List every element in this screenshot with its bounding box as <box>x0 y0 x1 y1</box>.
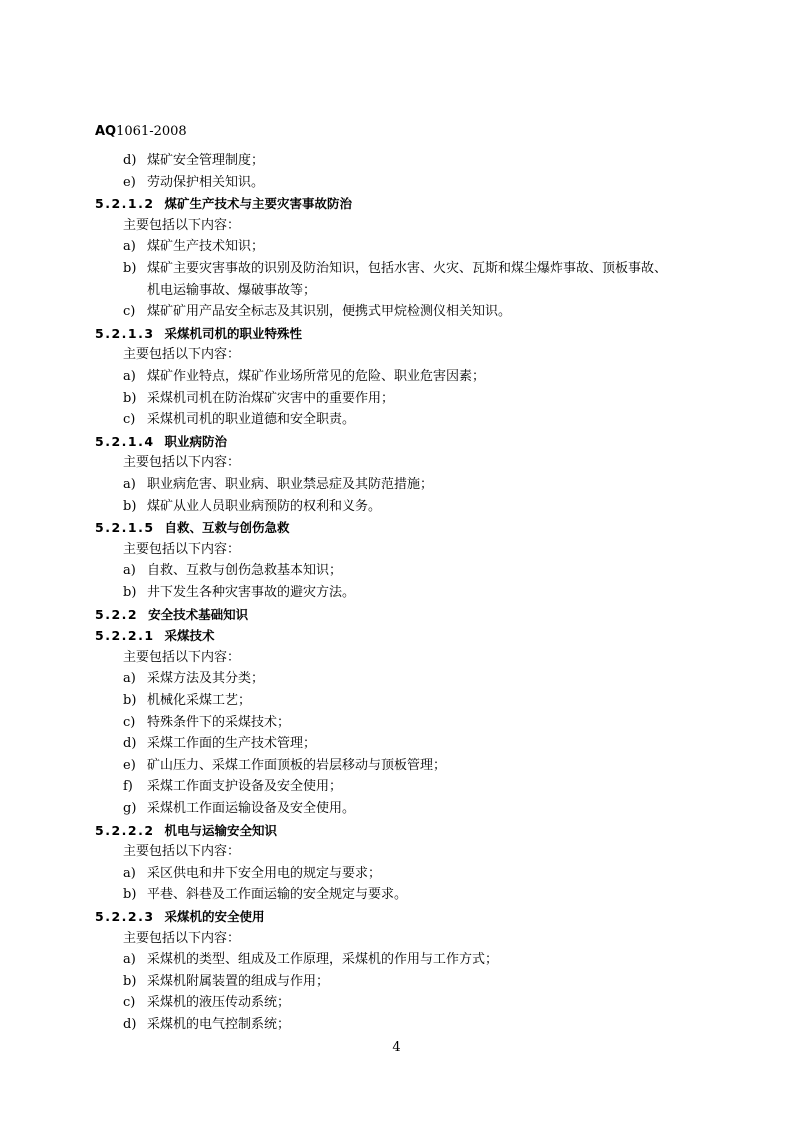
list-item-label: d) <box>123 736 137 752</box>
list-item-text: 采煤工作面的生产技术管理； <box>147 736 317 752</box>
section-title: 采煤机的安全使用 <box>164 909 265 924</box>
section-number: 5.2.2.1 <box>95 628 155 644</box>
intro-text: 主要包括以下内容： <box>123 541 241 557</box>
intro-text: 主要包括以下内容： <box>123 217 241 233</box>
section-heading <box>95 434 227 450</box>
standard-prefix: AQ <box>95 124 117 139</box>
list-item-text: 采煤机工作面运输设备及安全使用。 <box>147 801 356 816</box>
list-item <box>123 801 355 817</box>
section-number: 5.2.1.4 <box>95 433 155 449</box>
list-item-text: 机械化采煤工艺； <box>147 693 252 708</box>
list-item-label: b) <box>123 887 137 903</box>
list-item <box>123 585 355 601</box>
section-number: 5.2.1.3 <box>95 325 155 341</box>
list-item-text: 采煤机司机在防治煤矿灾害中的重要作用； <box>147 390 395 406</box>
section-number: 5.2.2 <box>95 606 139 622</box>
list-item <box>123 995 290 1011</box>
list-item <box>123 758 446 774</box>
list-item-label: e) <box>123 174 136 190</box>
list-item-text: 煤矿作业特点，煤矿作业场所常见的危险、职业危害因素； <box>147 369 486 384</box>
section-title: 自救、互救与创伤急救 <box>164 520 290 536</box>
continuation-text: 机电运输事故、爆破事故等； <box>147 282 317 298</box>
section-number: 5.2.2.2 <box>95 822 155 838</box>
list-item-label: b) <box>123 498 137 514</box>
list-item-text: 矿山压力、采煤工作面顶板的岩层移动与顶板管理； <box>147 757 447 773</box>
section-heading <box>95 823 277 839</box>
list-item-label: a) <box>123 952 136 968</box>
list-item-text: 煤矿生产技术知识； <box>147 239 265 255</box>
intro-text: 主要包括以下内容： <box>123 844 241 860</box>
list-item-label: g) <box>123 801 137 816</box>
list-item <box>123 261 667 277</box>
list-item <box>123 736 316 752</box>
list-item-text: 自救、互救与创伤急救基本知识； <box>147 563 343 579</box>
list-item-text: 采区供电和井下安全用电的规定与要求； <box>147 865 382 881</box>
list-item <box>123 391 394 407</box>
list-item-text: 职业病危害、职业病、职业禁忌症及其防范措施； <box>147 477 434 492</box>
list-item-label: a) <box>123 369 136 384</box>
list-item-text: 煤矿主要灾害事故的识别及防治知识，包括水害、火灾、瓦斯和煤尘爆炸事故、顶板事故、 <box>147 261 668 276</box>
list-item-label: a) <box>123 477 136 492</box>
list-item-text: 采煤工作面支护设备及安全使用； <box>147 779 343 795</box>
list-item-label: c) <box>123 714 136 730</box>
list-item-label: c) <box>123 304 136 320</box>
intro-text: 主要包括以下内容： <box>123 455 241 471</box>
list-item-label: c) <box>123 995 136 1011</box>
list-item <box>123 175 264 191</box>
list-item-text: 采煤机的液压传动系统； <box>147 995 291 1011</box>
list-item <box>123 304 511 320</box>
list-item-label: d) <box>123 153 137 168</box>
list-item-text: 采煤机的类型、组成及工作原理，采煤机的作用与工作方式； <box>147 952 499 968</box>
list-item-label: d) <box>123 1017 137 1032</box>
list-item-label: f) <box>123 779 133 795</box>
list-item <box>123 693 251 709</box>
list-item-text: 煤矿从业人员职业病预防的权利和义务。 <box>147 498 382 514</box>
list-item <box>123 952 498 968</box>
list-item <box>123 1017 290 1033</box>
list-item-text: 特殊条件下的采煤技术； <box>147 714 291 730</box>
document-header <box>95 124 187 139</box>
list-item <box>123 412 355 428</box>
section-title: 煤矿生产技术与主要灾害事故防治 <box>164 196 353 212</box>
list-item-text: 采煤机的电气控制系统； <box>147 1017 291 1032</box>
section-heading <box>95 909 265 925</box>
list-item <box>123 779 342 795</box>
list-item-text: 采煤方法及其分类； <box>147 671 265 687</box>
list-item-label: b) <box>123 585 137 600</box>
list-item-text: 煤矿矿用产品安全标志及其识别，便携式甲烷检测仪相关知识。 <box>147 304 512 320</box>
list-item-text: 平巷、斜巷及工作面运输的安全规定与要求。 <box>147 887 408 903</box>
section-title: 职业病防治 <box>164 433 228 449</box>
section-heading <box>95 196 352 212</box>
list-item-label: b) <box>123 693 137 708</box>
section-heading <box>95 628 215 644</box>
list-item <box>123 499 381 515</box>
list-item <box>123 866 381 882</box>
intro-text: 主要包括以下内容： <box>123 649 241 665</box>
section-number: 5.2.1.2 <box>95 196 155 212</box>
list-item-label: c) <box>123 412 136 428</box>
section-title: 安全技术基础知识 <box>148 606 249 622</box>
list-item <box>123 671 264 687</box>
list-item <box>123 715 290 731</box>
list-item-text: 煤矿安全管理制度； <box>147 153 265 168</box>
list-item-label: b) <box>123 261 137 276</box>
list-item <box>123 239 264 255</box>
list-item-label: a) <box>123 865 136 881</box>
page-number: 4 <box>392 1040 401 1055</box>
list-item <box>123 974 329 990</box>
section-number: 5.2.2.3 <box>95 909 155 924</box>
section-title: 采煤技术 <box>164 628 215 644</box>
list-item <box>123 153 264 169</box>
list-item <box>123 369 485 385</box>
list-item-text: 采煤机附属装置的组成与作用； <box>147 973 330 989</box>
intro-text: 主要包括以下内容： <box>123 930 241 946</box>
list-item-label: a) <box>123 239 136 255</box>
list-item-label: e) <box>123 757 136 773</box>
list-item-text: 采煤机司机的职业道德和安全职责。 <box>147 412 356 428</box>
section-title: 采煤机司机的职业特殊性 <box>164 325 303 341</box>
list-item <box>123 477 433 493</box>
section-number: 5.2.1.5 <box>95 520 155 536</box>
list-item-text: 井下发生各种灾害事故的避灾方法。 <box>147 585 356 600</box>
section-heading <box>95 326 302 342</box>
section-title: 机电与运输安全知识 <box>164 822 278 838</box>
section-heading <box>95 520 290 536</box>
list-item-label: a) <box>123 563 136 579</box>
list-item-label: a) <box>123 671 136 687</box>
list-item-label: b) <box>123 973 137 989</box>
section-heading <box>95 607 248 623</box>
list-item-label: b) <box>123 390 137 406</box>
list-item <box>123 563 342 579</box>
intro-text: 主要包括以下内容： <box>123 347 241 363</box>
standard-code: 1061-2008 <box>116 124 187 139</box>
list-item-text: 劳动保护相关知识。 <box>147 174 265 190</box>
list-item <box>123 887 407 903</box>
